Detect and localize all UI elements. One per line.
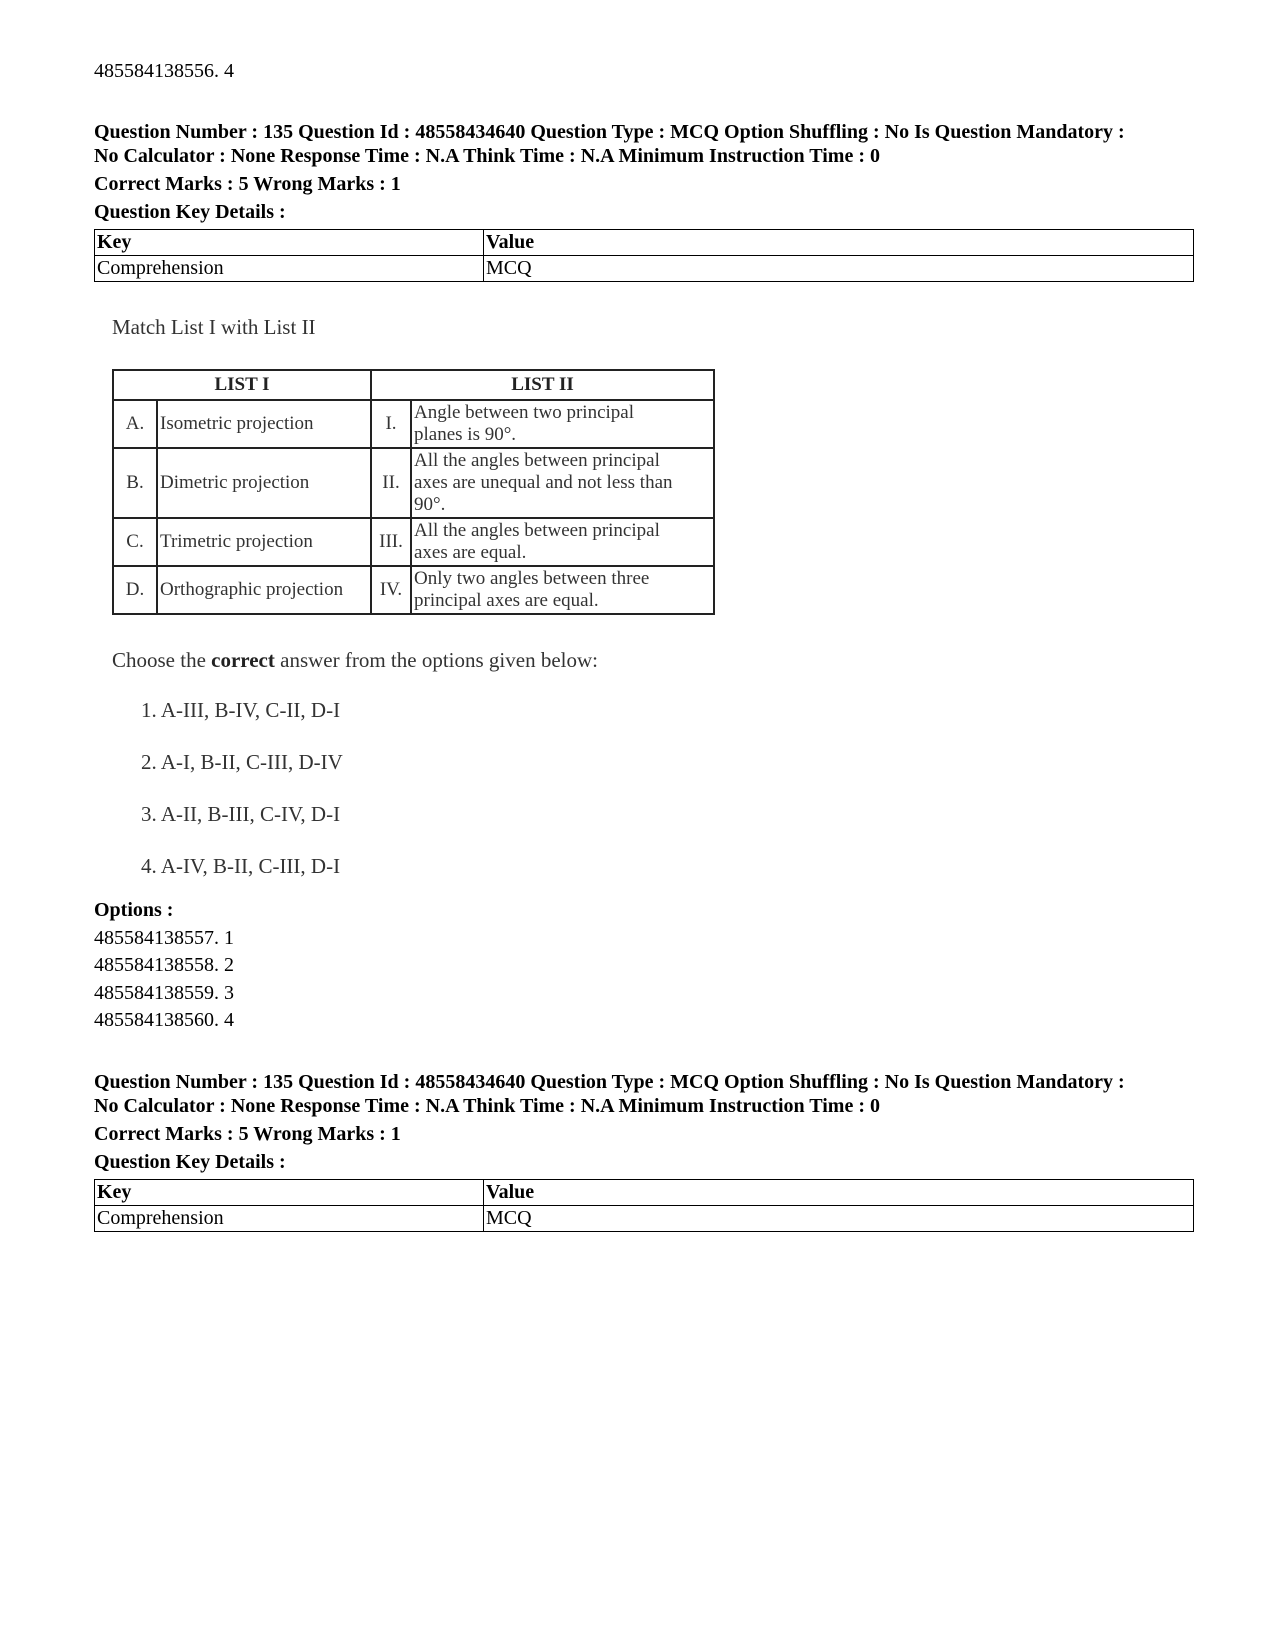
desc-line: axes are equal. <box>414 542 527 563</box>
desc-line: principal axes are equal. <box>414 590 599 611</box>
option-item: 485584138560. 4 <box>94 1009 234 1031</box>
question-header-line-1: Question Number : 135 Question Id : 48558434640 Question Type : MCQ Option Shuffling : No Is Question Mandatory : <box>94 121 1125 143</box>
option-item: 485584138559. 3 <box>94 981 234 1004</box>
key-table-header-row <box>95 230 1194 256</box>
key-cell: Comprehension <box>95 256 484 282</box>
value-header-cell: Value <box>484 230 1194 256</box>
list-1-item: Trimetric projection <box>157 518 371 566</box>
answer-choice-1: 1. A-III, B-IV, C-II, D-I <box>141 698 341 722</box>
key-table-row <box>95 256 1194 282</box>
desc-line: All the angles between principal <box>414 520 660 541</box>
previous-option-line: 485584138556. 4 <box>94 60 234 82</box>
list-2-header: LIST II <box>371 370 714 400</box>
question-header-line-1: Question Number : 135 Question Id : 48558434640 Question Type : MCQ Option Shuffling : No Is Question Mandatory : <box>94 1071 1125 1093</box>
desc-line: All the angles between principal <box>414 450 660 471</box>
list-2-item <box>411 518 714 566</box>
options-label: Options : <box>94 899 174 921</box>
option-item: 485584138557. 1 <box>94 926 234 949</box>
desc-line: axes are unequal and not less than <box>414 472 673 493</box>
key-details-label: Question Key Details : <box>94 1151 286 1173</box>
marks-line: Correct Marks : 5 Wrong Marks : 1 <box>94 173 401 195</box>
match-row-d <box>113 566 714 614</box>
answer-choice-4: 4. A-IV, B-II, C-III, D-I <box>141 854 341 878</box>
question-content <box>112 315 732 878</box>
row-roman: II. <box>371 448 411 518</box>
option-item: 485584138558. 2 <box>94 954 234 976</box>
match-table <box>112 369 715 615</box>
row-letter: C. <box>113 518 157 566</box>
match-row-a <box>113 400 714 448</box>
key-details-table <box>94 1179 1194 1232</box>
choose-text-post: answer from the options given below: <box>274 648 598 672</box>
row-letter: D. <box>113 566 157 614</box>
key-details-table <box>94 229 1194 282</box>
list-1-item: Dimetric projection <box>157 448 371 518</box>
match-table-header-row <box>113 370 714 400</box>
list-2-item <box>411 566 714 614</box>
value-header-cell: Value <box>484 1180 1194 1206</box>
key-details-label: Question Key Details : <box>94 201 286 223</box>
list-2-item <box>411 448 714 518</box>
row-roman: IV. <box>371 566 411 614</box>
question-header <box>94 120 1194 168</box>
options-list <box>94 897 234 1035</box>
answer-choice-3: 3. A-II, B-III, C-IV, D-I <box>141 802 341 826</box>
desc-line: Only two angles between three <box>414 568 650 589</box>
choose-text-pre: Choose the <box>112 648 212 672</box>
question-title: Match List I with List II <box>112 315 316 339</box>
row-letter: B. <box>113 448 157 518</box>
row-roman: I. <box>371 400 411 448</box>
row-roman: III. <box>371 518 411 566</box>
value-cell: MCQ <box>484 256 1194 282</box>
value-cell: MCQ <box>484 1206 1194 1232</box>
answer-choice-2: 2. A-I, B-II, C-III, D-IV <box>141 750 343 774</box>
key-cell: Comprehension <box>95 1206 484 1232</box>
question-header-line-2: No Calculator : None Response Time : N.A Think Time : N.A Minimum Instruction Time : 0 <box>94 145 880 167</box>
desc-line: 90°. <box>414 494 446 515</box>
desc-line: planes is 90°. <box>414 424 517 445</box>
question-block-2 <box>94 1070 1194 1232</box>
match-row-c <box>113 518 714 566</box>
question-header-line-2: No Calculator : None Response Time : N.A Think Time : N.A Minimum Instruction Time : 0 <box>94 1095 880 1117</box>
match-row-b <box>113 448 714 518</box>
question-header <box>94 1070 1194 1118</box>
choose-instruction <box>112 648 598 673</box>
key-table-row <box>95 1206 1194 1232</box>
list-2-item <box>411 400 714 448</box>
list-1-item: Orthographic projection <box>157 566 371 614</box>
choose-text-bold: correct <box>211 648 275 672</box>
question-block-1 <box>94 120 1194 282</box>
key-header-cell: Key <box>95 230 484 256</box>
key-table-header-row <box>95 1180 1194 1206</box>
list-1-header: LIST I <box>113 370 371 400</box>
row-letter: A. <box>113 400 157 448</box>
desc-line: Angle between two principal <box>414 402 635 423</box>
marks-line: Correct Marks : 5 Wrong Marks : 1 <box>94 1123 401 1145</box>
key-header-cell: Key <box>95 1180 484 1206</box>
list-1-item: Isometric projection <box>157 400 371 448</box>
